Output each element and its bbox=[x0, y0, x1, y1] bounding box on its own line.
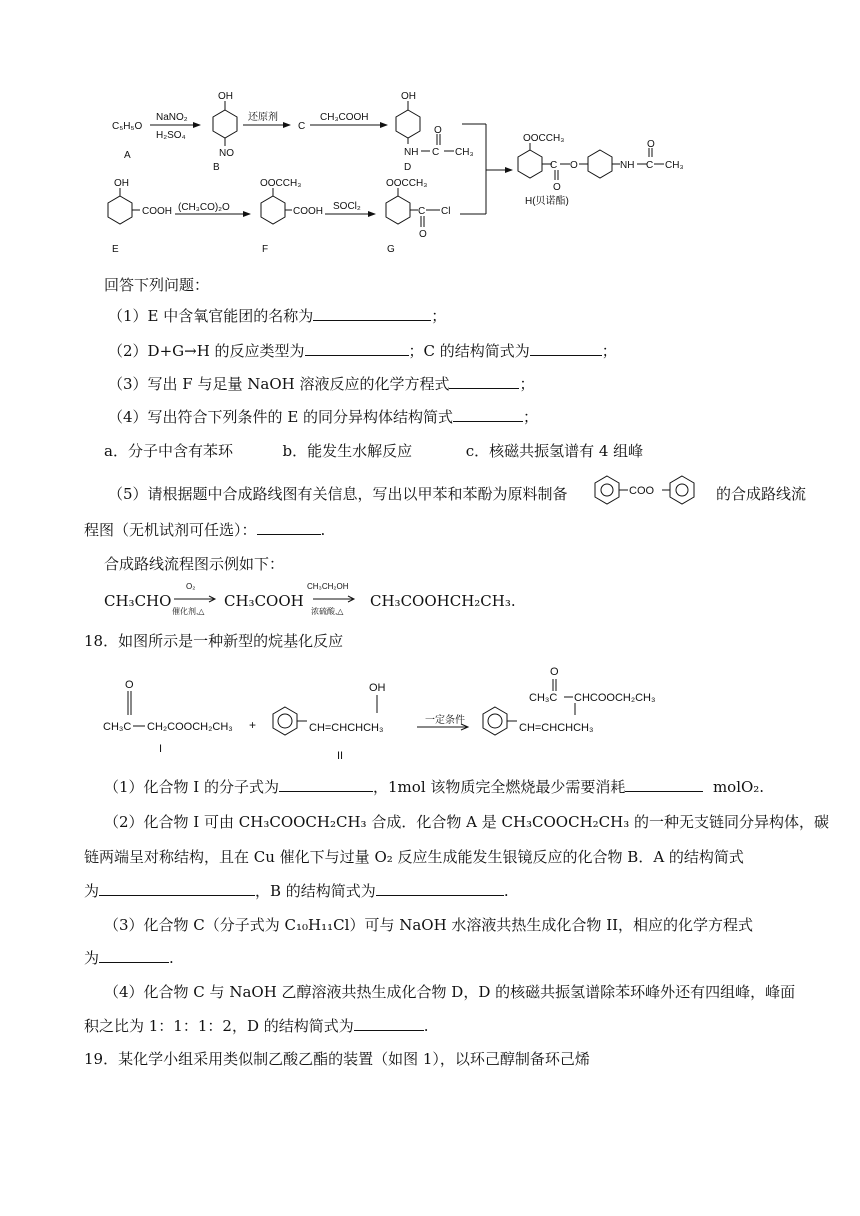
example-step1: CH₃CHO bbox=[104, 592, 172, 610]
example-arrow-1 bbox=[168, 580, 228, 620]
q17-part1: （1）E 中含氧官能团的名称为 ； bbox=[108, 307, 447, 325]
svg-text:II: II bbox=[337, 750, 344, 760]
B-benzene-ring bbox=[213, 110, 237, 138]
H-benzene-ring-right bbox=[588, 150, 612, 178]
G-OOCCH3: OOCCH₃ bbox=[386, 178, 428, 189]
compound-B-label: B bbox=[213, 162, 220, 173]
answer-blank[interactable] bbox=[99, 881, 255, 896]
svg-text:CH₃CH₂OH: CH₃CH₂OH bbox=[307, 582, 349, 591]
answer-blank[interactable] bbox=[376, 881, 504, 896]
svg-text:I: I bbox=[159, 743, 163, 755]
E-COOH: COOH bbox=[142, 206, 172, 217]
condition-c: c．核磁共振氢谱有 4 组峰 bbox=[465, 442, 644, 460]
q17-conditions bbox=[104, 440, 643, 461]
answer-blank[interactable] bbox=[99, 948, 169, 963]
condition-b: b．能发生水解反应 bbox=[282, 442, 413, 460]
answer-blank[interactable] bbox=[257, 520, 321, 535]
svg-text:O: O bbox=[550, 666, 559, 678]
F-benzene-ring bbox=[261, 196, 285, 224]
q17-intro: 回答下列问题： bbox=[104, 276, 210, 294]
G-C: C bbox=[418, 206, 426, 217]
compound-E-label: E bbox=[112, 244, 119, 255]
answer-blank[interactable] bbox=[305, 341, 409, 356]
reagent-NaNO2: NaNO₂ bbox=[156, 112, 188, 123]
G-O: O bbox=[419, 229, 427, 240]
reagent-reductant: 还原剂 bbox=[248, 112, 278, 123]
compound-D-label: D bbox=[404, 162, 412, 173]
q18-part2-line2: 链两端呈对称结构，且在 Cu 催化下与过量 O₂ 反应生成能发生银镜反应的化合物 B．A 的结构简式 bbox=[84, 848, 744, 866]
H-O1: O bbox=[570, 160, 578, 171]
example-arrow-2 bbox=[305, 580, 375, 620]
D-NH: NH bbox=[404, 147, 419, 158]
q18-part3-line1: （3）化合物 C（分子式为 C₁₀H₁₁Cl）可与 NaOH 水溶液共热生成化合物 II，相应的化学方程式 bbox=[104, 916, 754, 934]
q17-part5-line1: （5）请根据题中合成路线图有关信息，写出以甲苯和苯酚为原料制备 bbox=[108, 485, 568, 503]
compound-G-label: G bbox=[387, 244, 395, 255]
answer-blank[interactable] bbox=[453, 407, 523, 422]
svg-text:CH₃C: CH₃C bbox=[529, 692, 558, 704]
q18-part2-line1: （2）化合物 I 可由 CH₃COOCH₂CH₃ 合成．化合物 A 是 CH₃COOCH₂CH₃ 的一种无支链同分异构体，碳 bbox=[104, 813, 830, 831]
q18-part1: （1）化合物 I 的分子式为 ，1mol 该物质完全燃烧最少需要消耗 molO₂. bbox=[104, 778, 765, 796]
B-NO: NO bbox=[219, 148, 234, 159]
H-benzene-ring-left bbox=[518, 150, 542, 178]
example-step2: CH₃COOH bbox=[224, 592, 304, 610]
H-OOCCH3: OOCCH₃ bbox=[523, 133, 565, 144]
D-C: C bbox=[432, 147, 440, 158]
svg-text:OH: OH bbox=[369, 682, 386, 694]
svg-text:CHCOOCH₂CH₃: CHCOOCH₂CH₃ bbox=[574, 692, 656, 704]
condition-a: a．分子中含有苯环 bbox=[104, 442, 233, 460]
answer-blank[interactable] bbox=[279, 777, 373, 792]
answer-blank[interactable] bbox=[354, 1016, 424, 1031]
q17-part4: （4）写出符合下列条件的 E 的同分异构体结构简式 ； bbox=[108, 408, 539, 426]
F-COOH: COOH bbox=[293, 206, 323, 217]
svg-text:+: + bbox=[249, 718, 257, 732]
q17-part5-line2: 程图（无机试剂可任选）： . bbox=[84, 521, 326, 539]
G-benzene-ring bbox=[386, 196, 410, 224]
phenyl-benzoate-structure bbox=[592, 472, 712, 506]
svg-text:COO: COO bbox=[629, 485, 655, 497]
answer-blank[interactable] bbox=[449, 374, 519, 389]
q17-part3: （3）写出 F 与足量 NaOH 溶液反应的化学方程式 ； bbox=[108, 375, 535, 393]
D-O: O bbox=[434, 125, 442, 136]
q17-part5-line1-end: 的合成路线流 bbox=[716, 485, 807, 503]
D-CH3: CH₃ bbox=[455, 147, 474, 158]
q18-part3-line2: 为 . bbox=[84, 949, 174, 967]
synthesis-scheme bbox=[0, 0, 860, 265]
answer-blank[interactable] bbox=[530, 341, 602, 356]
reagent-SOCl2: SOCl₂ bbox=[333, 201, 361, 212]
H-O3: O bbox=[647, 139, 655, 150]
H-C1: C bbox=[550, 160, 558, 171]
example-intro: 合成路线流程图示例如下： bbox=[104, 555, 285, 573]
reagent-H2SO4: H₂SO₄ bbox=[156, 130, 186, 141]
svg-text:O₂: O₂ bbox=[186, 582, 196, 591]
compound-F-label: F bbox=[262, 244, 269, 255]
svg-text:一定条件: 一定条件 bbox=[425, 715, 465, 726]
H-CH3: CH₃ bbox=[665, 160, 684, 171]
compound-H-label: H(贝诺酯) bbox=[525, 196, 569, 207]
example-step3: CH₃COOHCH₂CH₃. bbox=[370, 592, 516, 610]
answer-blank[interactable] bbox=[313, 306, 431, 321]
svg-text:CH=CHCHCH₃: CH=CHCHCH₃ bbox=[309, 722, 384, 734]
svg-text:O: O bbox=[125, 679, 134, 691]
compound-C-label: C bbox=[298, 121, 306, 132]
compound-A-formula: C₅H₅O bbox=[112, 121, 143, 132]
q18-reaction-scheme bbox=[95, 655, 795, 760]
q18-part2-line3: 为 ，B 的结构简式为 . bbox=[84, 882, 509, 900]
H-C2: C bbox=[646, 160, 654, 171]
compound-A-label: A bbox=[124, 150, 131, 161]
svg-text:催化剂,△: 催化剂,△ bbox=[172, 607, 205, 616]
B-OH: OH bbox=[218, 91, 233, 102]
G-Cl: Cl bbox=[441, 206, 451, 217]
E-OH: OH bbox=[114, 178, 129, 189]
q17-part2: （2）D+G→H 的反应类型为 ；C 的结构简式为 ； bbox=[108, 342, 617, 360]
H-NH: NH bbox=[620, 160, 635, 171]
svg-text:CH₃C: CH₃C bbox=[103, 721, 132, 733]
svg-text:浓硫酸,△: 浓硫酸,△ bbox=[311, 607, 344, 616]
E-benzene-ring bbox=[108, 196, 132, 224]
F-OOCCH3: OOCCH₃ bbox=[260, 178, 302, 189]
q18-part4-line2: 积之比为 1：1：1：2，D 的结构简式为 . bbox=[84, 1017, 429, 1035]
D-OH: OH bbox=[401, 91, 416, 102]
answer-blank[interactable] bbox=[625, 777, 703, 792]
reagent-acetic-anhydride: (CH₃CO)₂O bbox=[178, 202, 230, 213]
reagent-acetic-acid: CH₃COOH bbox=[320, 112, 369, 123]
svg-text:CH₂COOCH₂CH₃: CH₂COOCH₂CH₃ bbox=[147, 721, 233, 733]
q19-title: 19．某化学小组采用类似制乙酸乙酯的装置（如图 1），以环己醇制备环己烯 bbox=[84, 1050, 590, 1068]
q18-part4-line1: （4）化合物 C 与 NaOH 乙醇溶液共热生成化合物 D，D 的核磁共振氢谱除苯环峰外还有四组峰，峰面 bbox=[104, 983, 796, 1001]
H-O2: O bbox=[553, 182, 561, 193]
q18-title: 18．如图所示是一种新型的烷基化反应 bbox=[84, 632, 344, 650]
D-benzene-ring bbox=[396, 110, 420, 138]
svg-text:CH=CHCHCH₃: CH=CHCHCH₃ bbox=[519, 722, 594, 734]
